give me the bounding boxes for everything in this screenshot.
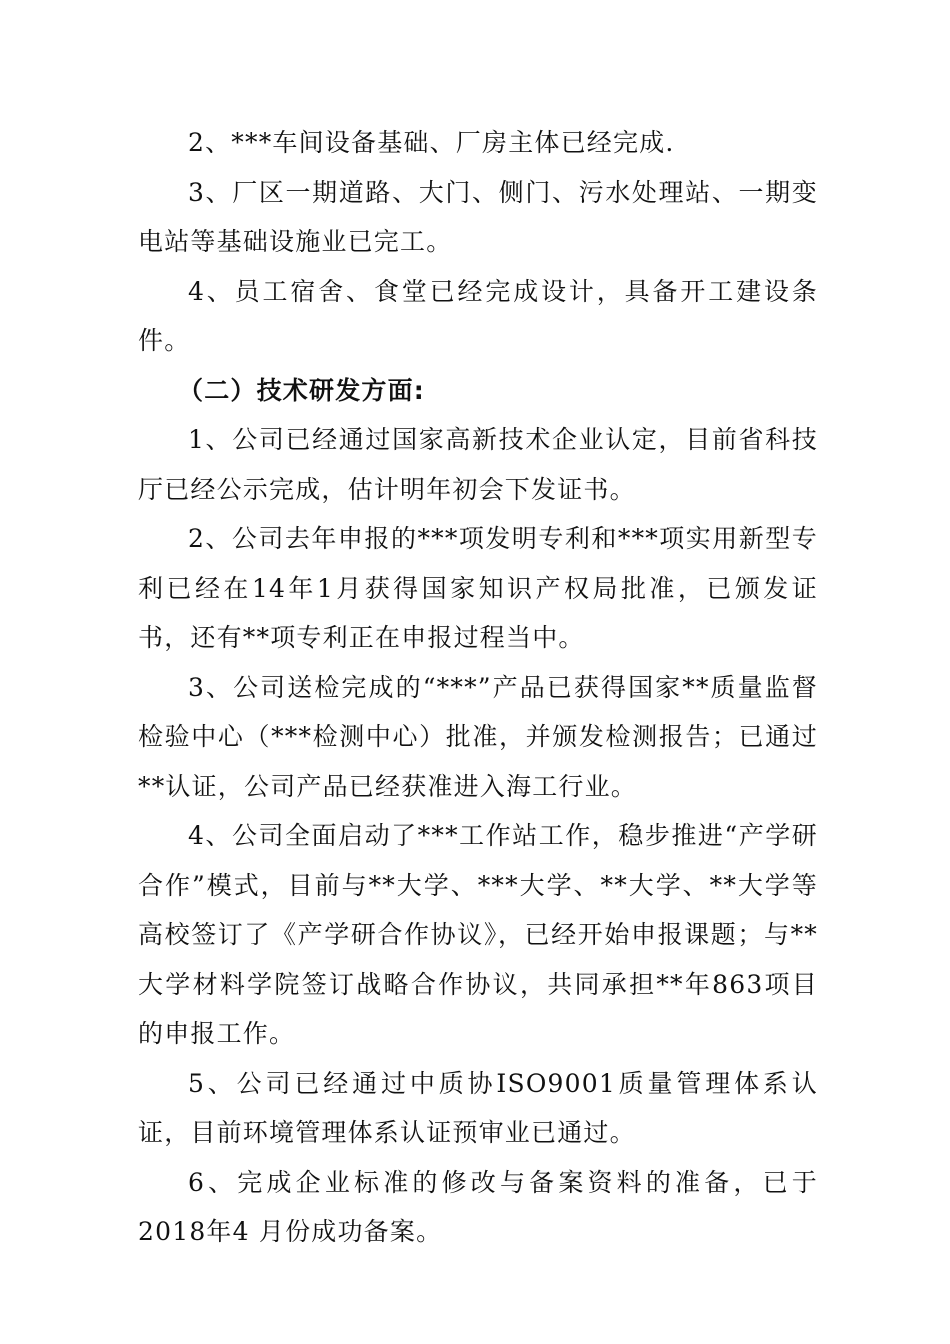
paragraph-dormitory: 4、员工宿舍、食堂已经完成设计，具备开工建设条件。 bbox=[138, 276, 818, 355]
paragraph-enterprise-standard: 6、完成企业标准的修改与备案资料的准备，已于2018年4 月份成功备案。 bbox=[138, 1167, 818, 1246]
paragraph-plant-roads: 3、厂区一期道路、大门、侧门、污水处理站、一期变电站等基础设施业已完工。 bbox=[138, 177, 818, 256]
paragraph-research-cooperation: 4、公司全面启动了***工作站工作，稳步推进“产学研合作”模式，目前与**大学、***大学、**大学、**大学等高校签订了《产学研合作协议》，已经开始申报课题；与**大学材料学院签订战略合作协议，共同承担**年863项目的申报工作。 bbox=[138, 821, 818, 1048]
paragraph-workshop: 2、***车间设备基础、厂房主体已经完成. bbox=[188, 128, 675, 157]
paragraph-high-tech: 1、公司已经通过国家高新技术企业认定，目前省科技厅已经公示完成，估计明年初会下发证书。 bbox=[138, 425, 818, 504]
paragraph-patents: 2、公司去年申报的***项发明专利和***项实用新型专利已经在14年1月获得国家知识产权局批准，已颁发证书，还有**项专利正在申报过程当中。 bbox=[138, 524, 818, 652]
section-heading: （二）技术研发方面: bbox=[178, 375, 425, 405]
paragraph-iso-certification: 5、公司已经通过中质协ISO9001质量管理体系认证，目前环境管理体系认证预审业已通过。 bbox=[138, 1068, 818, 1147]
paragraph-product-testing: 3、公司送检完成的“***”产品已获得国家**质量监督检验中心（***检测中心）批准，并颁发检测报告；已通过**认证，公司产品已经获准进入海工行业。 bbox=[138, 672, 818, 801]
document-body bbox=[138, 118, 818, 1257]
